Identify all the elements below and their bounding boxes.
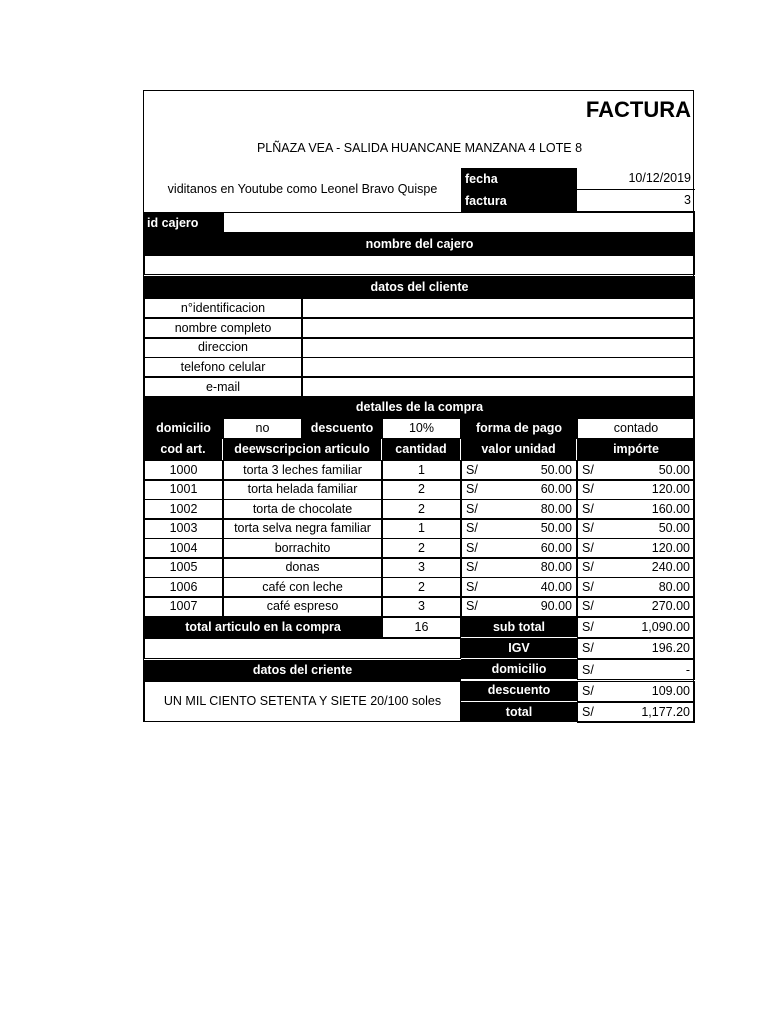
item-importe	[577, 460, 695, 480]
detalles-compra-header: detalles de la compra	[144, 397, 695, 418]
item-cod: 1003	[144, 519, 223, 539]
id-cajero-label: id cajero	[144, 212, 223, 233]
currency-symbol: S/	[582, 683, 594, 698]
item-cant: 3	[382, 597, 461, 617]
item-cant: 1	[382, 460, 461, 480]
client-field-label: n°identificacion	[144, 298, 302, 318]
item-desc: torta helada familiar	[223, 480, 382, 500]
importe-value: 240.00	[651, 560, 690, 575]
amount-in-words: UN MIL CIENTO SETENTA Y SIETE 20/100 soles	[144, 681, 461, 722]
item-desc: torta 3 leches familiar	[223, 460, 382, 480]
currency-symbol: S/	[582, 579, 594, 594]
client-field-label: nombre completo	[144, 318, 302, 338]
nombre-cajero-value	[144, 255, 695, 275]
summary-value	[577, 659, 695, 680]
tagline: viditanos en Youtube como Leonel Bravo Quispe	[167, 181, 438, 196]
item-unit	[461, 460, 577, 480]
client-field-label: direccion	[144, 338, 302, 358]
client-field-value	[302, 338, 695, 358]
summary-value	[577, 681, 695, 702]
item-desc: borrachito	[223, 538, 382, 558]
item-unit	[461, 558, 577, 578]
client-field-label: e-mail	[144, 377, 302, 397]
currency-symbol: S/	[466, 482, 478, 497]
currency-symbol: S/	[582, 620, 594, 635]
item-unit	[461, 480, 577, 500]
unit-value: 60.00	[540, 540, 572, 555]
forma-pago-value: contado	[577, 418, 695, 439]
item-unit	[461, 597, 577, 617]
forma-pago-label: forma de pago	[461, 418, 577, 439]
invoice-title: FACTURA	[585, 97, 691, 122]
summary-value	[577, 638, 695, 659]
client-field-value	[302, 298, 695, 318]
currency-symbol: S/	[582, 641, 594, 656]
summary-amount: 196.20	[651, 641, 690, 656]
item-desc: donas	[223, 558, 382, 578]
item-cant: 3	[382, 558, 461, 578]
unit-value: 90.00	[540, 599, 572, 614]
currency-symbol: S/	[582, 662, 594, 677]
total-articulos-value: 16	[382, 617, 461, 638]
unit-value: 50.00	[540, 521, 572, 536]
importe-value: 120.00	[651, 540, 690, 555]
factura-label: factura	[461, 190, 577, 212]
summary-label: sub total	[461, 617, 577, 638]
summary-label: descuento	[461, 681, 577, 702]
currency-symbol: S/	[582, 462, 594, 477]
client-field-value	[302, 377, 695, 397]
item-cant: 1	[382, 519, 461, 539]
col-header-desc: deewscripcion articulo	[223, 439, 382, 460]
currency-symbol: S/	[582, 501, 594, 516]
item-cant: 2	[382, 577, 461, 597]
item-unit	[461, 499, 577, 519]
item-cod: 1005	[144, 558, 223, 578]
importe-value: 160.00	[651, 501, 690, 516]
item-importe	[577, 577, 695, 597]
summary-amount: 1,177.20	[641, 705, 690, 720]
summary-value	[577, 702, 695, 723]
summary-amount: -	[685, 662, 690, 677]
currency-symbol: S/	[466, 501, 478, 516]
item-unit	[461, 519, 577, 539]
col-header-unit: valor unidad	[461, 439, 577, 460]
datos-criente-header: datos del criente	[144, 660, 461, 681]
summary-value	[577, 617, 695, 638]
item-unit	[461, 577, 577, 597]
descuento-value: 10%	[382, 418, 461, 439]
item-cod: 1001	[144, 480, 223, 500]
item-cod: 1004	[144, 538, 223, 558]
importe-value: 50.00	[658, 462, 690, 477]
blank-row	[144, 638, 461, 659]
store-address: PLÑAZA VEA - SALIDA HUANCANE MANZANA 4 LOTE 8	[256, 140, 583, 155]
client-field-value	[302, 357, 695, 377]
fecha-label: fecha	[461, 168, 577, 190]
currency-symbol: S/	[466, 521, 478, 536]
col-header-imp: impórte	[577, 439, 695, 460]
item-importe	[577, 558, 695, 578]
unit-value: 50.00	[540, 462, 572, 477]
datos-cliente-header: datos del cliente	[144, 276, 695, 298]
item-importe	[577, 519, 695, 539]
item-importe	[577, 597, 695, 617]
unit-value: 80.00	[540, 560, 572, 575]
domicilio-value: no	[223, 418, 302, 439]
fecha-value: 10/12/2019	[577, 168, 695, 190]
currency-symbol: S/	[582, 599, 594, 614]
item-importe	[577, 480, 695, 500]
summary-amount: 1,090.00	[641, 620, 690, 635]
client-field-value	[302, 318, 695, 338]
factura-value: 3	[577, 190, 695, 212]
item-cod: 1000	[144, 460, 223, 480]
descuento-label: descuento	[302, 418, 382, 439]
item-desc: café espreso	[223, 597, 382, 617]
currency-symbol: S/	[582, 540, 594, 555]
item-desc: torta de chocolate	[223, 499, 382, 519]
item-importe	[577, 499, 695, 519]
item-cod: 1007	[144, 597, 223, 617]
item-desc: torta selva negra familiar	[223, 519, 382, 539]
currency-symbol: S/	[466, 599, 478, 614]
total-articulos-label: total articulo en la compra	[144, 617, 382, 638]
item-desc: café con leche	[223, 577, 382, 597]
item-cod: 1002	[144, 499, 223, 519]
nombre-cajero-label: nombre del cajero	[144, 233, 695, 255]
invoice-sheet	[143, 90, 694, 722]
summary-label: IGV	[461, 638, 577, 659]
summary-label: total	[461, 702, 577, 723]
importe-value: 80.00	[658, 579, 690, 594]
col-header-cant: cantidad	[382, 439, 461, 460]
item-cant: 2	[382, 538, 461, 558]
unit-value: 40.00	[540, 579, 572, 594]
importe-value: 270.00	[651, 599, 690, 614]
currency-symbol: S/	[582, 705, 594, 720]
item-cod: 1006	[144, 577, 223, 597]
item-cant: 2	[382, 480, 461, 500]
currency-symbol: S/	[466, 540, 478, 555]
importe-value: 120.00	[651, 482, 690, 497]
item-unit	[461, 538, 577, 558]
item-cant: 2	[382, 499, 461, 519]
currency-symbol: S/	[582, 482, 594, 497]
currency-symbol: S/	[466, 579, 478, 594]
col-header-cod: cod art.	[144, 439, 223, 460]
importe-value: 50.00	[658, 521, 690, 536]
unit-value: 60.00	[540, 482, 572, 497]
domicilio-label: domicilio	[144, 418, 223, 439]
client-field-label: telefono celular	[144, 357, 302, 377]
currency-symbol: S/	[466, 462, 478, 477]
currency-symbol: S/	[466, 560, 478, 575]
item-importe	[577, 538, 695, 558]
id-cajero-value	[223, 212, 695, 233]
currency-symbol: S/	[582, 560, 594, 575]
summary-label: domicilio	[461, 659, 577, 680]
summary-amount: 109.00	[651, 683, 690, 698]
unit-value: 80.00	[540, 501, 572, 516]
currency-symbol: S/	[582, 521, 594, 536]
